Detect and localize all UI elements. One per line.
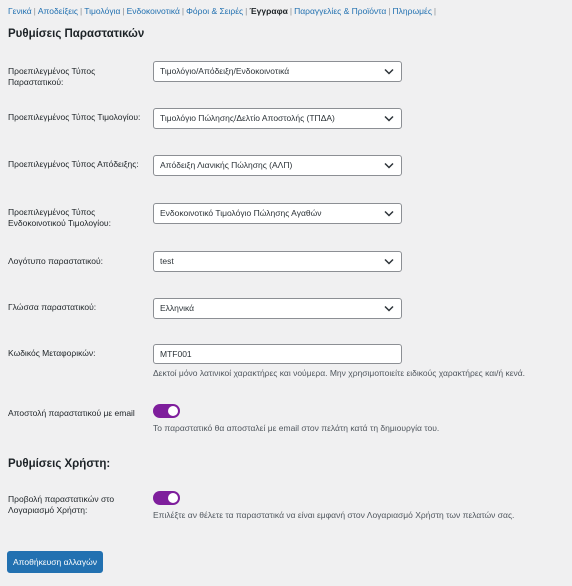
toggle-knob — [168, 406, 178, 416]
default-invoice-type-value: Τιμολόγιο Πώλησης/Δελτίο Αποστολής (ΤΠΔΑ) — [160, 113, 335, 123]
default-doc-type-select[interactable] — [153, 61, 402, 82]
send-email-description: Το παραστατικό θα αποσταλεί με email στον πελάτη κατά τη δημιουργία του. — [153, 423, 440, 433]
settings-subnav — [8, 6, 438, 16]
tab-separator: | — [181, 6, 185, 16]
show-in-account-description: Επιλέξτε αν θέλετε τα παραστατικά να είναι εμφανή στον Λογαριασμό Χρήστη των πελατών σας. — [153, 510, 515, 520]
default-intracommunity-type-value: Ενδοκοινοτικό Τιμολόγιο Πώλησης Αγαθών — [160, 208, 322, 218]
tab-documents[interactable]: Έγγραφα — [249, 6, 288, 16]
carrier-code-label: Κωδικός Μεταφορικών: — [8, 348, 96, 358]
default-intracommunity-type-select[interactable] — [153, 203, 402, 224]
show-in-account-label: Προβολή παραστατικών στο Λογαριασμό Χρήστη: — [8, 494, 115, 515]
tab-separator: | — [33, 6, 36, 16]
user-section-title: Ρυθμίσεις Χρήστη: — [8, 458, 111, 470]
doc-language-select[interactable] — [153, 298, 402, 319]
tab-separator: | — [122, 6, 125, 16]
doc-language-value: Ελληνικά — [160, 303, 195, 313]
tab-invoices[interactable]: Τιμολόγια — [84, 6, 121, 16]
chevron-down-icon — [384, 305, 394, 312]
tab-separator: | — [433, 6, 437, 16]
default-invoice-type-select[interactable] — [153, 108, 402, 129]
doc-logo-value: test — [160, 256, 174, 266]
tab-separator: | — [80, 6, 83, 16]
doc-logo-label: Λογότυπο παραστατικού: — [8, 256, 104, 266]
show-in-account-toggle[interactable] — [153, 491, 180, 505]
chevron-down-icon — [384, 68, 394, 75]
default-receipt-type-label: Προεπιλεγμένος Τύπος Απόδειξης: — [8, 159, 139, 169]
doc-language-label: Γλώσσα παραστατικού: — [8, 302, 97, 312]
default-doc-type-value: Τιμολόγιο/Απόδειξη/Ενδοκοινοτικά — [160, 66, 290, 76]
default-receipt-type-select[interactable] — [153, 155, 402, 176]
send-email-label: Αποστολή παραστατικού με email — [8, 408, 135, 418]
default-doc-type-label: Προεπιλεγμένος Τύπος Παραστατικού: — [8, 66, 96, 87]
default-invoice-type-label: Προεπιλεγμένος Τύπος Τιμολογίου: — [8, 112, 141, 122]
carrier-code-input[interactable]: MTF001 — [153, 344, 402, 364]
tab-taxes-series[interactable]: Φόροι & Σειρές — [186, 6, 244, 16]
chevron-down-icon — [384, 162, 394, 169]
tab-receipts[interactable]: Αποδείξεις — [37, 6, 79, 16]
tab-separator: | — [388, 6, 391, 16]
doc-logo-select[interactable] — [153, 251, 402, 272]
tab-separator: | — [245, 6, 248, 16]
send-email-toggle[interactable] — [153, 404, 180, 418]
chevron-down-icon — [384, 115, 394, 122]
chevron-down-icon — [384, 258, 394, 265]
tab-separator: | — [289, 6, 293, 16]
tab-intracommunity[interactable]: Ενδοκοινοτικά — [126, 6, 180, 16]
save-changes-button[interactable]: Αποθήκευση αλλαγών — [7, 551, 103, 573]
toggle-knob — [168, 493, 178, 503]
documents-section-title: Ρυθμίσεις Παραστατικών — [8, 28, 145, 40]
chevron-down-icon — [384, 210, 394, 217]
tab-general[interactable]: Γενικά — [8, 6, 32, 16]
tab-orders-products[interactable]: Παραγγελίες & Προϊόντα — [294, 6, 387, 16]
default-intracommunity-type-label: Προεπιλεγμένος Τύπος Ενδοκοινοτικού Τιμολογίου: — [8, 207, 111, 228]
tab-payments[interactable]: Πληρωμές — [392, 6, 432, 16]
default-receipt-type-value: Απόδειξη Λιανικής Πώλησης (ΑΛΠ) — [160, 160, 293, 170]
carrier-code-description: Δεκτοί μόνο λατινικοί χαρακτήρες και νούμερα. Μην χρησιμοποιείτε ειδικούς χαρακτήρες και/ή κενά. — [153, 368, 526, 378]
